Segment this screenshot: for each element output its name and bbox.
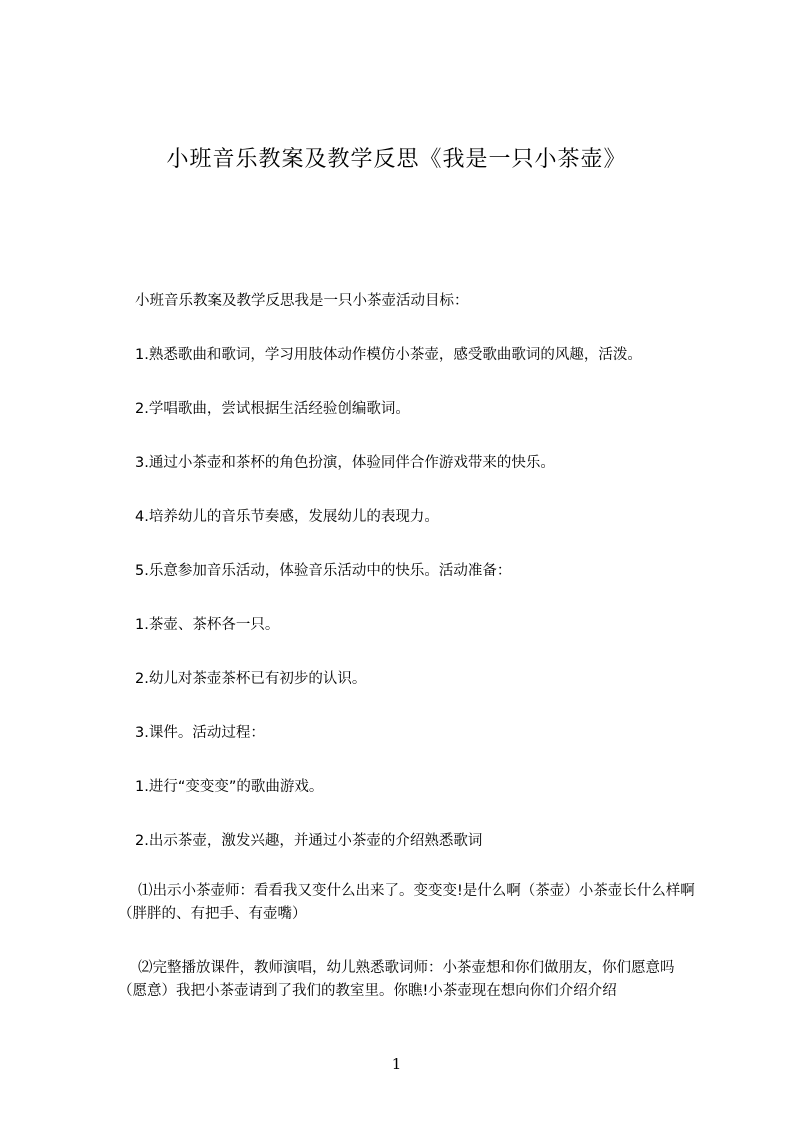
paragraph-intro: 小班音乐教案及教学反思我是一只小茶壶活动目标： xyxy=(135,293,469,309)
paragraph-goal-5: 5.乐意参加音乐活动，体验音乐活动中的快乐。活动准备： xyxy=(135,563,512,579)
paragraph-process-2: 2.出示茶壶，激发兴趣，并通过小茶壶的介绍熟悉歌词 xyxy=(135,833,483,849)
paragraph-process-1: 1.进行“变变变”的歌曲游戏。 xyxy=(135,779,324,795)
paragraph-prep-2: 2.幼儿对茶壶茶杯已有初步的认识。 xyxy=(135,671,367,687)
page-number: 1 xyxy=(391,1055,402,1073)
document-title: 小班音乐教案及教学反思《我是一只小茶壶》 xyxy=(166,147,627,172)
paragraph-process-2-step-1: ⑴出示小茶壶师：看看我又变什么出来了。变变变!是什么啊（茶壶）小茶壶长什么样啊（胖胖的、有把手、有壶嘴） xyxy=(118,883,695,922)
paragraph-goal-1: 1.熟悉歌曲和歌词，学习用肢体动作模仿小茶壶，感受歌曲歌词的风趣，活泼。 xyxy=(135,347,642,363)
paragraph-goal-2: 2.学唱歌曲，尝试根据生活经验创编歌词。 xyxy=(135,401,410,417)
paragraph-prep-3: 3.课件。活动过程： xyxy=(135,725,265,741)
paragraph-goal-3: 3.通过小茶壶和茶杯的角色扮演，体验同伴合作游戏带来的快乐。 xyxy=(135,455,555,471)
paragraph-goal-4: 4.培养幼儿的音乐节奏感，发展幼儿的表现力。 xyxy=(135,509,439,525)
paragraph-prep-1: 1.茶壶、茶杯各一只。 xyxy=(135,617,280,633)
paragraph-process-2-step-2: ⑵完整播放课件，教师演唱，幼儿熟悉歌词师：小茶壶想和你们做朋友，你们愿意吗（愿意）我把小茶壶请到了我们的教室里。你瞧!小茶壶现在想向你们介绍介绍 xyxy=(118,960,675,999)
